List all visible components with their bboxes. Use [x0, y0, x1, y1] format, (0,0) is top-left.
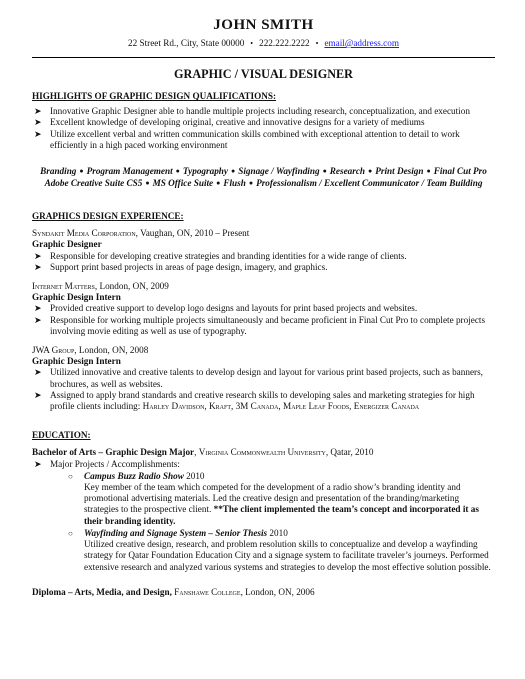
list-item: ➤ Major Projects / Accomplishments:: [34, 458, 180, 469]
skills-line: Adobe Creative Suite CS5 ● MS Office Suite ● Flush ● Professionalism / Excellent Communicator / Team Building: [44, 178, 483, 189]
list-item: ➤ Provided creative support to develop logo designs and layouts for print based projects and websites.: [34, 303, 418, 314]
arrow-bullet-icon: ➤: [34, 261, 42, 272]
job-duties-list: [32, 251, 495, 273]
project-item: ○ Campus Buzz Radio Show 2010 Key member of the team which competed for the development of a radio show’s branding identity and promotional advertising materials. Led the creative design and presentation of the branding/marketing strategies to the prospective client. **The client implemented the team’s concept and incorporated it as their branding identity.: [68, 470, 479, 526]
degree-details: [32, 459, 495, 470]
job-role: Graphic Design Intern: [32, 356, 121, 367]
arrow-bullet-icon: ➤: [34, 367, 42, 378]
list-item: ➤ Responsible for developing creative strategies and branding identities for a wide range of clients.: [34, 250, 407, 261]
circle-bullet-icon: ○: [68, 528, 73, 538]
job-org-line: Internet Matters, London, ON, 2009: [32, 281, 169, 292]
email-link[interactable]: email@address.com: [324, 38, 399, 48]
skills-block: [32, 165, 495, 189]
list-item: ➤ Innovative Graphic Designer able to handle multiple projects including research, conceptualization, and execution: [34, 106, 470, 117]
arrow-bullet-icon: ➤: [34, 314, 42, 325]
divider: [32, 57, 495, 58]
job-org-line: Syndakit Media Corporation, Vaughan, ON, 2010 – Present: [32, 228, 250, 239]
arrow-bullet-icon: ➤: [34, 458, 42, 469]
job-org-line: JWA Group, London, ON, 2008: [32, 345, 149, 356]
section-heading-education: EDUCATION:: [32, 430, 91, 441]
project-item: ○ Wayfinding and Signage System – Senior Thesis 2010 Utilized creative design, research, and problem resolution skills to conceptualize and develop a wayfinding strategy for Qatar Foundation Education City and a signage system to facilitate traveler’s journeys. Performed extensive research and analyzed various systems and strategies to develop the most effective solution possible.: [68, 527, 491, 572]
list-item: ➤ Excellent knowledge of developing original, creative and innovative designs for a variety of mediums: [34, 117, 425, 128]
arrow-bullet-icon: ➤: [34, 117, 42, 128]
job-role: Graphic Design Intern: [32, 292, 121, 303]
section-heading-experience: GRAPHICS DESIGN EXPERIENCE:: [32, 211, 184, 222]
list-item: ➤ Responsible for working multiple projects simultaneously and became proficient in Final Cut Pro to complete projects involving movie editing as well as use of typography.: [34, 314, 486, 336]
separator-dot: •: [250, 39, 254, 48]
phone: 222.222.2222: [259, 38, 310, 48]
contact-line: [32, 37, 495, 50]
list-item: ➤ Utilize excellent verbal and written communication skills combined with exceptional attention to detail to work efficiently in a high paced working environment: [34, 128, 460, 150]
skills-line: Branding ● Program Management ● Typography ● Signage / Wayfinding ● Research ● Print Design ● Final Cut Pro: [40, 166, 487, 177]
job-role: Graphic Designer: [32, 239, 102, 250]
arrow-bullet-icon: ➤: [34, 128, 42, 139]
arrow-bullet-icon: ➤: [34, 250, 42, 261]
arrow-bullet-icon: ➤: [34, 303, 42, 314]
job-title: GRAPHIC / VISUAL DESIGNER: [174, 67, 353, 81]
degree-line: Diploma – Arts, Media, and Design, Fanshawe College, London, ON, 2006: [32, 586, 315, 597]
section-heading-highlights: HIGHLIGHTS OF GRAPHIC DESIGN QUALIFICATIONS:: [32, 91, 277, 101]
highlights-list: [32, 106, 495, 151]
list-item: ➤ Support print based projects in areas of page design, imagery, and graphics.: [34, 261, 328, 272]
degree-line: Bachelor of Arts – Graphic Design Major, Virginia Commonwealth University, Qatar, 2010: [32, 447, 374, 458]
circle-bullet-icon: ○: [68, 471, 73, 481]
job-duties-list: [32, 303, 495, 337]
candidate-name: JOHN SMITH: [213, 17, 314, 33]
list-item: ➤ Assigned to apply brand standards and creative research skills to developing sales and marketing strategies for high profile clients including: Harley Davidson, Kraft, 3M Canada, Maple Leaf Foods, Energizer Canada: [34, 389, 475, 412]
arrow-bullet-icon: ➤: [34, 389, 42, 400]
list-item: ➤ Utilized innovative and creative talents to develop design and layout for various print based projects, such as banners, brochures, as well as websites.: [34, 367, 483, 389]
job-duties-list: [32, 367, 495, 412]
separator-dot: •: [315, 39, 319, 48]
address: 22 Street Rd., City, State 00000: [128, 38, 245, 48]
projects-list: [32, 471, 495, 573]
arrow-bullet-icon: ➤: [34, 106, 42, 117]
